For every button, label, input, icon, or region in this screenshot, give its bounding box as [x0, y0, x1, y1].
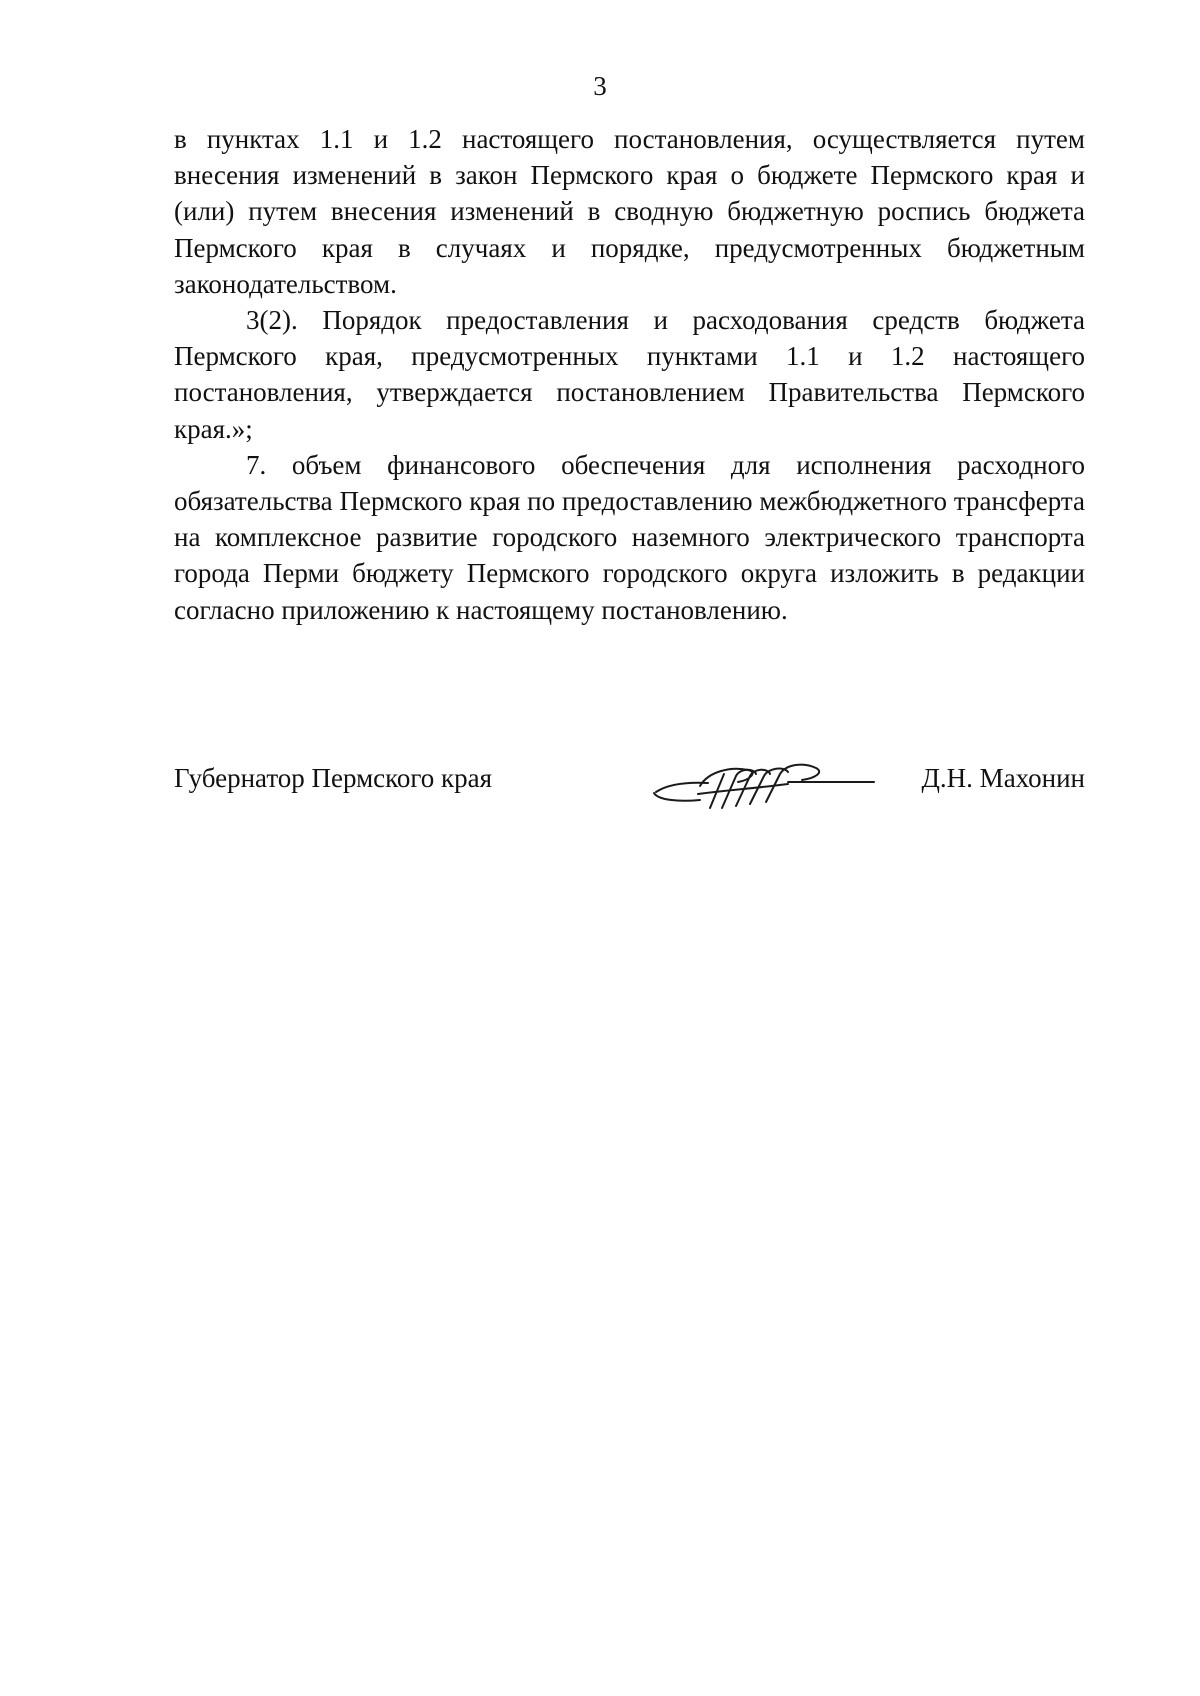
signatory-name: Д.Н. Махонин	[921, 763, 1085, 793]
paragraph-item-7: 7. объем финансового обеспечения для исполнения расходного обязательства Пермского края по предоставлению межбюджетного трансферта на комплексное развитие городского наземного электрического транспорта города Перми бюджету Пермского городского округа изложить в редакции согласно приложению к настоящему постановлению.	[174, 449, 1085, 625]
signatory-title: Губернатор Пермского края	[174, 763, 493, 793]
paragraph-item-3-2: 3(2). Порядок предоставления и расходования средств бюджета Пермского края, предусмотренных пунктами 1.1 и 1.2 настоящего постановления, утверждается постановлением Правительства Пермского края.»;	[174, 305, 1085, 444]
handwritten-signature-icon	[638, 750, 878, 820]
signature-block	[174, 760, 1085, 810]
page-number: 3	[593, 71, 607, 101]
paragraph-continuation: в пунктах 1.1 и 1.2 настоящего постановления, осуществляется путем внесения изменений в закон Пермского края о бюджете Пермского края и (или) путем внесения изменений в сводную бюджетную роспись бюджета Пермского края в случаях и порядке, предусмотренных бюджетным законодательством.	[174, 124, 1085, 299]
document-body	[174, 121, 1085, 628]
